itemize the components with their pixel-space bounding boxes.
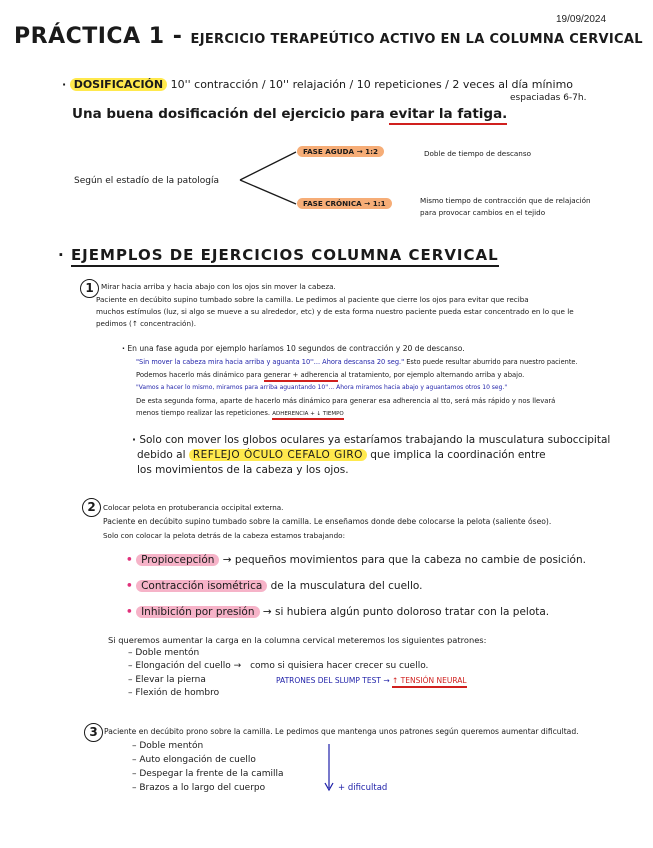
pattern-3: – Elevar la pierna xyxy=(128,675,206,685)
phases-intro: Según el estadío de la patología xyxy=(74,176,219,186)
isometric-label: Contracción isométrica xyxy=(136,580,267,592)
slump-label: PATRONES DEL SLUMP TEST → xyxy=(276,676,390,685)
difficulty-label: + dificultad xyxy=(338,783,388,793)
page-title xyxy=(14,24,643,49)
dosage-keyword: evitar la fatiga. xyxy=(389,106,507,125)
acute-phase-desc: Doble de tiempo de descanso xyxy=(424,149,532,158)
ex1-b1-line6 xyxy=(136,409,344,417)
ex3-item-4: – Brazos a lo largo del cuerpo xyxy=(132,783,266,793)
point-pressure-inhibition: • Inhibición por presión → si hubiera algún punto doloroso tratar con la pelota. xyxy=(126,606,550,618)
ex1-b2-l2a: debido al xyxy=(137,449,186,461)
dosage-text: 10'' contracción / 10'' relajación / 10 repeticiones / 2 veces al día mínimo xyxy=(170,78,574,91)
ex2-line3: Solo con colocar la pelota detrás de la cabeza estamos trabajando: xyxy=(103,531,345,540)
point-proprioception: • Propiocepción → pequeños movimientos para que la cabeza no cambie de posición. xyxy=(126,554,586,566)
proprioception-label: Propiocepción xyxy=(136,554,219,566)
dosage-label: DOSIFICACIÓN xyxy=(70,78,167,91)
acute-phase-label: FASE AGUDA → 1:2 xyxy=(297,146,384,157)
ex3-item-1: – Doble mentón xyxy=(132,741,204,751)
ex1-b2-line2 xyxy=(137,449,546,461)
title-main: PRÁCTICA 1 - xyxy=(14,24,183,49)
pressure-inhibition-text: → si hubiera algún punto doloroso tratar con la pelota. xyxy=(262,606,550,618)
ex2-number xyxy=(82,496,101,517)
ex1-b1-l6: menos tiempo realizar las repeticiones. xyxy=(136,409,271,417)
examples-heading-text: EJEMPLOS DE EJERCICIOS COLUMNA CERVICAL xyxy=(71,246,499,267)
ex1-b2-line3: los movimientos de la cabeza y los ojos. xyxy=(137,464,349,476)
isometric-text: de la musculatura del cuello. xyxy=(270,580,423,592)
ex2-line2: Paciente en decúbito supino tumbado sobre la camilla. Le enseñamos donde debe colocarse la pelota (saliente óseo). xyxy=(103,517,552,526)
reflex-highlight: REFLEJO ÓCULO CEFALO GIRO xyxy=(189,449,367,461)
dosage-statement xyxy=(72,106,507,122)
difficulty-arrow xyxy=(322,742,336,794)
ex2-line1: Colocar pelota en protuberancia occipital externa. xyxy=(103,503,284,512)
proprioception-text: → pequeños movimientos para que la cabeza no cambie de posición. xyxy=(222,554,586,566)
ex1-b1-tail: Esto puede resultar aburrido para nuestro paciente. xyxy=(406,358,578,366)
load-intro: Si queremos aumentar la carga en la columna cervical meteremos los siguientes patrones: xyxy=(108,635,487,645)
ex1-b1-line5: De esta segunda forma, aparte de hacerlo más dinámico para generar esa adherencia al tto, será más rápido y nos llevará xyxy=(136,397,556,405)
ex3-item-3: – Despegar la frente de la camilla xyxy=(132,769,284,779)
chronic-phase-label: FASE CRÓNICA → 1:1 xyxy=(297,198,392,209)
branch-arrows xyxy=(238,146,300,208)
ex1-b1-l3b: generar + adherencia xyxy=(264,371,339,382)
ex1-b2-l1: Solo con mover los globos oculares ya estaríamos trabajando la musculatura suboccipital xyxy=(139,434,611,446)
ex1-line2: Paciente en decúbito supino tumbado sobre la camilla. Le pedimos al paciente que cierre los ojos para evitar que reciba xyxy=(96,295,529,304)
pattern-1: – Doble mentón xyxy=(128,648,200,658)
point-isometric: • Contracción isométrica de la musculatura del cuello. xyxy=(126,580,423,592)
pattern-2 xyxy=(128,661,428,671)
chronic-phase-desc-1: Mismo tiempo de contracción que de relajación xyxy=(420,196,591,205)
examples-heading: · EJEMPLOS DE EJERCICIOS COLUMNA CERVICAL xyxy=(58,246,499,264)
slump-line xyxy=(276,676,467,685)
ex1-b1-quote2: "Vamos a hacer lo mismo, miramos para arriba aguantando 10''... Ahora miramos hacia abajo y aguantamos otros 10 seg." xyxy=(136,384,508,391)
acute-phase xyxy=(297,147,384,156)
dosage-line: · DOSIFICACIÓN 10'' contracción / 10'' relajación / 10 repeticiones / 2 veces al día mínimo xyxy=(62,78,574,91)
ex1-number-text: 1 xyxy=(80,279,99,298)
ex3-line1: Paciente en decúbito prono sobre la camilla. Le pedimos que mantenga unos patrones según queremos aumentar dificultad. xyxy=(104,727,579,736)
pattern-4: – Flexión de hombro xyxy=(128,688,220,698)
ex1-b1-text: En una fase aguda por ejemplo haríamos 10 segundos de contracción y 20 de descanso. xyxy=(127,344,465,353)
ex3-item-2: – Auto elongación de cuello xyxy=(132,755,256,765)
ex1-b1-l3a: Podemos hacerlo más dinámico para xyxy=(136,371,262,379)
ex1-b1-l3c: al tratamiento, por ejemplo alternando arriba y abajo. xyxy=(340,371,525,379)
ex1-b2-line1: · Solo con mover los globos oculares ya estaríamos trabajando la musculatura suboccipital xyxy=(132,434,611,446)
dosage-statement-text: Una buena dosificación del ejercicio para xyxy=(72,106,385,122)
pattern-2-desc: como si quisiera hacer crecer su cuello. xyxy=(250,661,429,671)
ex3-number xyxy=(84,721,103,742)
ex1-b1-line3 xyxy=(136,371,524,379)
ex1-line3: muchos estímulos (luz, si algo se mueve a su alrededor, etc) y de esta forma nuestro paciente pueda estar concentrado en lo que le xyxy=(96,307,574,316)
title-sub: EJERCICIO TERAPEÚTICO ACTIVO EN LA COLUMNA CERVICAL xyxy=(190,32,643,47)
chronic-phase-desc-2: para provocar cambios en el tejido xyxy=(420,208,546,217)
chronic-phase xyxy=(297,199,392,208)
pattern-2-label: – Elongación del cuello → xyxy=(128,661,242,671)
ex1-b1-line2 xyxy=(136,358,578,366)
dosage-spacing: espaciadas 6-7h. xyxy=(510,93,587,103)
neural-tension: ↑ TENSIÓN NEURAL xyxy=(392,676,467,688)
ex3-number-text: 3 xyxy=(84,723,103,742)
ex1-b2-l2c: que implica la coordinación entre xyxy=(370,449,546,461)
ex1-b1-line1: · En una fase aguda por ejemplo haríamos 10 segundos de contracción y 20 de descanso. xyxy=(122,344,465,353)
ex1-b1-tag: ADHERENCIA + ↓ TIEMPO xyxy=(272,411,344,420)
ex2-number-text: 2 xyxy=(82,498,101,517)
ex1-b1-quote: "Sin mover la cabeza mira hacia arriba y aguanta 10''... Ahora descansa 20 seg." xyxy=(136,358,405,366)
ex1-line1: Mirar hacia arriba y hacia abajo con los ojos sin mover la cabeza. xyxy=(101,282,336,291)
date: 19/09/2024 xyxy=(556,14,607,25)
pressure-inhibition-label: Inhibición por presión xyxy=(136,606,259,618)
ex1-line4: pedimos (↑ concentración). xyxy=(96,319,197,328)
